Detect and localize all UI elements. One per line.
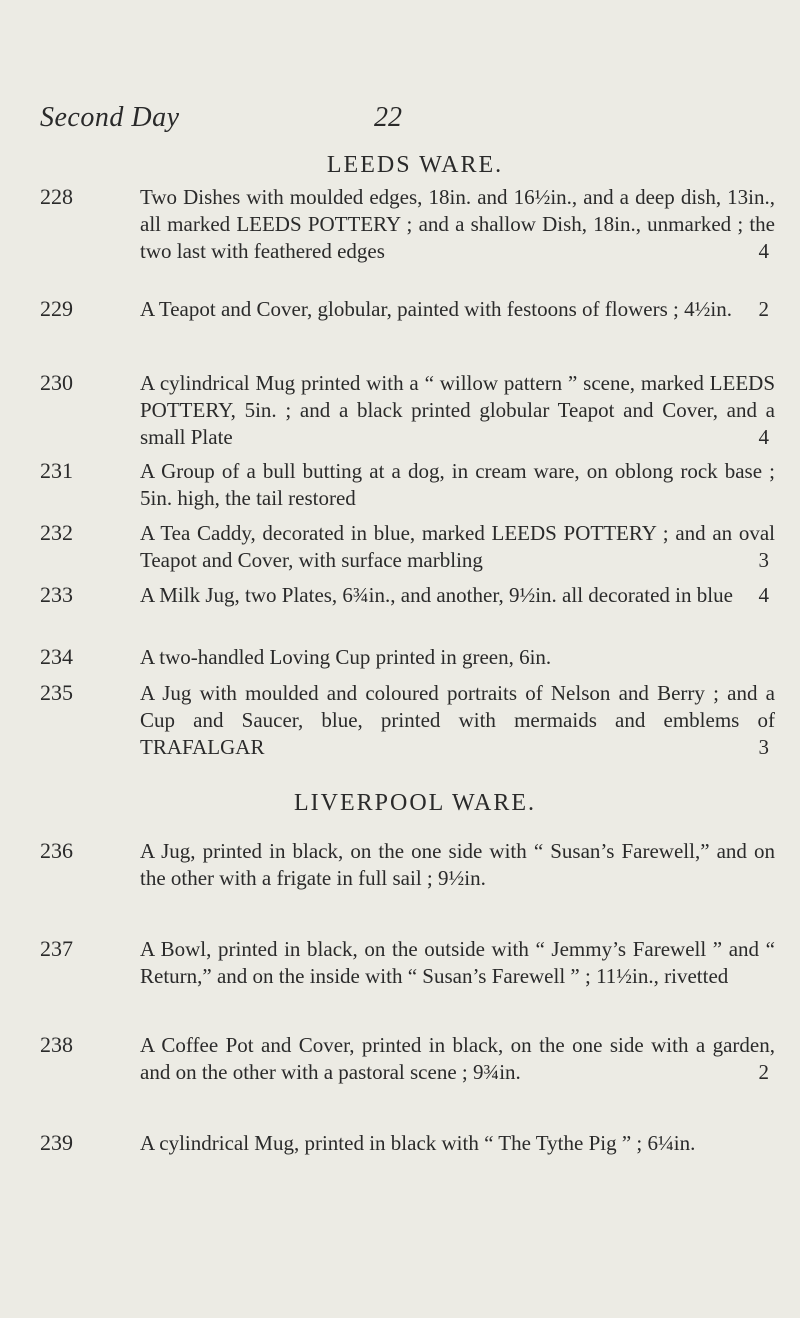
- page-header: [0, 102, 800, 142]
- lot-quantity: 4: [758, 239, 769, 263]
- lot-description: A Group of a bull butting at a dog, in cream ware, on oblong rock base ; 5in. high, the tail restored: [140, 459, 775, 510]
- lot-number: 233: [40, 582, 73, 607]
- lot-description: A Teapot and Cover, globular, painted with festoons of flowers ; 4½in. 2: [140, 297, 769, 321]
- lot-number: 231: [40, 458, 73, 483]
- lot-description: A cylindrical Mug, printed in black with “ The Tythe Pig ” ; 6¼in.: [140, 1131, 696, 1155]
- lot-number: 230: [40, 370, 73, 395]
- lot-number: 229: [40, 296, 73, 321]
- lot-quantity: 2: [758, 297, 769, 321]
- lot-number: 234: [40, 644, 73, 669]
- lot-number: 228: [40, 184, 73, 209]
- lot-description: A Coffee Pot and Cover, printed in black, on the one side with a garden, and on the other with a pastoral scene ; 9¾in. 2: [140, 1033, 775, 1084]
- lot-description: A Tea Caddy, decorated in blue, marked LEEDS POTTERY ; and an oval Teapot and Cover, with surface marbling 3: [140, 521, 775, 572]
- page-number: 22: [374, 102, 402, 133]
- lot-number: 239: [40, 1130, 73, 1155]
- lot-number: 238: [40, 1032, 73, 1057]
- lot-description: A Jug with moulded and coloured portraits of Nelson and Berry ; and a Cup and Saucer, blue, printed with mermaids and emblems of TRAFALGAR 3: [140, 681, 775, 759]
- section-title-liverpool: LIVERPOOL WARE.: [294, 790, 536, 816]
- section-title-leeds: LEEDS WARE.: [326, 152, 504, 178]
- lot-description: A two-handled Loving Cup printed in green, 6in.: [140, 645, 552, 669]
- lot-quantity: 4: [758, 583, 769, 607]
- lot-quantity: 4: [758, 425, 769, 449]
- lot-number: 232: [40, 520, 73, 545]
- lot-quantity: 3: [758, 548, 769, 572]
- lot-number: 236: [40, 838, 73, 863]
- lot-description: A Milk Jug, two Plates, 6¾in., and another, 9½in. all decorated in blue 4: [140, 583, 769, 607]
- lot-description: A cylindrical Mug printed with a “ willow pattern ” scene, marked LEEDS POTTERY, 5in. ; and a black printed globular Teapot and Cover, and a small Plate 4: [140, 371, 775, 449]
- lot-description: A Bowl, printed in black, on the outside with “ Jemmy’s Farewell ” and “ Return,” and on the inside with “ Susan’s Farewell ” ; 11½in., rivetted: [140, 937, 775, 988]
- lot-number: 235: [40, 680, 73, 705]
- lot-quantity: 2: [758, 1060, 769, 1084]
- lot-description: Two Dishes with moulded edges, 18in. and 16½in., and a deep dish, 13in., all marked LEEDS POTTERY ; and a shallow Dish, 18in., unmarked ; the two last with feathered edges 4: [140, 185, 775, 263]
- lot-quantity: 3: [758, 735, 769, 759]
- running-head: Second Day: [40, 102, 180, 133]
- lot-description: A Jug, printed in black, on the one side with “ Susan’s Farewell,” and on the other with a frigate in full sail ; 9½in.: [140, 839, 775, 890]
- lot-number: 237: [40, 936, 73, 961]
